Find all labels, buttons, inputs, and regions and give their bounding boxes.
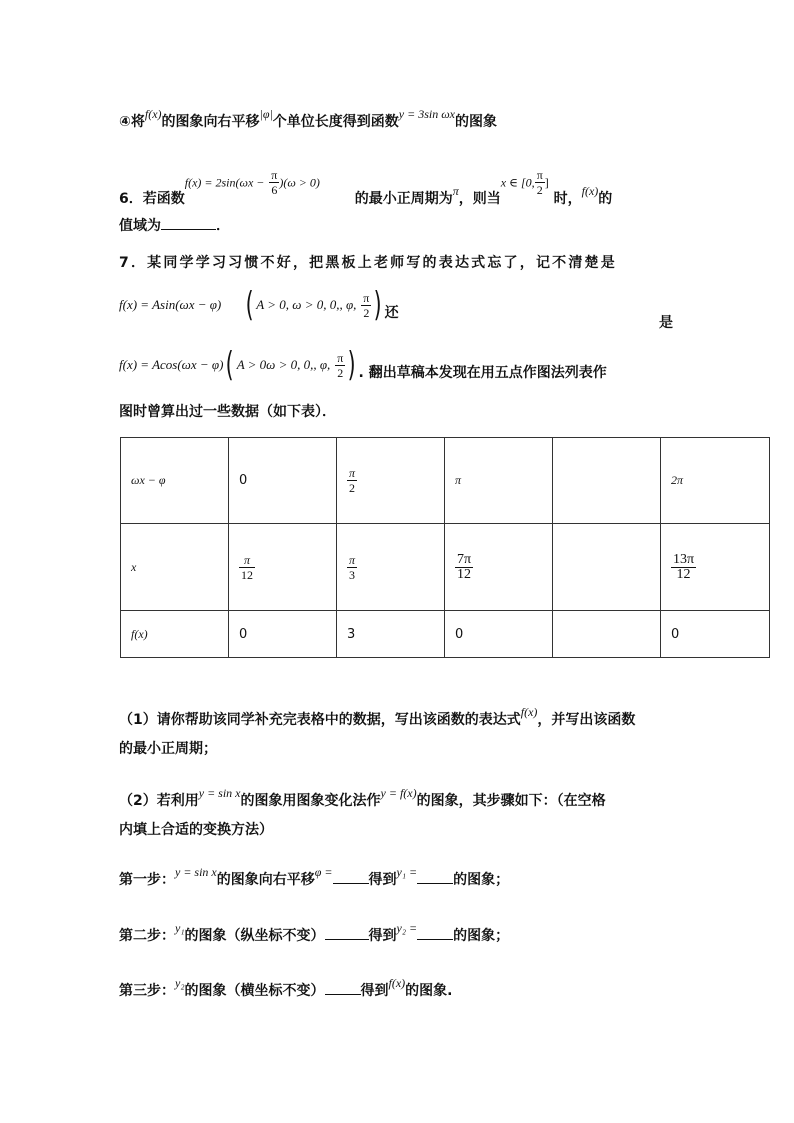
- q7-cond1-fraction: $\frac{\pi}{2}$: [363, 290, 370, 320]
- table-cell: 3: [337, 611, 445, 658]
- table-cell: 2π: [661, 438, 770, 524]
- q6-text3: 时，: [553, 190, 582, 207]
- q7-paren-right-1: ): [373, 285, 382, 325]
- part2-text2: 的图象用图象变化法作: [240, 793, 381, 809]
- part2-text3: 的图象，其步骤如下：（在空格: [416, 793, 606, 809]
- part1-line2-text: 的最小正周期；: [119, 741, 217, 757]
- q7-intro-text: 7．某同学学习习惯不好，把黑板上老师写的表达式忘了，记不清楚是: [119, 255, 617, 271]
- q7-cond2-fraction: $\frac{\pi}{2}$: [337, 350, 344, 380]
- step1-phi-blank[interactable]: [333, 869, 369, 884]
- step2-y2: y₂ =: [396, 921, 418, 935]
- part2-ysin: y = sin x: [198, 786, 241, 800]
- q7-intro: [119, 253, 617, 273]
- step3-y2: y₂: [175, 976, 185, 990]
- table-head-x: x: [121, 524, 229, 611]
- q4-fx: f(x): [144, 107, 162, 121]
- q7-paren-left-2: (: [226, 345, 235, 385]
- step1-ysin: y = sin x: [175, 865, 217, 879]
- five-point-table: [120, 437, 770, 658]
- q6-line2-text: 值域为: [119, 218, 161, 234]
- q7-mid-left: 还: [384, 305, 399, 321]
- part2-line1: [119, 786, 606, 811]
- q4-text2: 个单位长度得到函数: [272, 114, 399, 130]
- q4-label: ④将: [119, 114, 145, 130]
- q7-last-line: [119, 402, 336, 422]
- q6-text4: 的: [598, 190, 613, 207]
- step1-line: [119, 865, 510, 890]
- q6-cond: x ∈ [0,: [500, 175, 535, 190]
- q4-line: [119, 107, 497, 132]
- step1-y1: y₁ =: [396, 865, 418, 879]
- q6-func-fraction: $\frac{\pi}{6}$: [271, 168, 278, 197]
- q4-text1: 的图象向右平移: [161, 114, 260, 130]
- q6-text1: 的最小正周期为: [354, 190, 453, 207]
- table-cell-blank[interactable]: [553, 611, 661, 658]
- q6-func-tail: )(ω > 0): [279, 175, 320, 190]
- step1-phi: φ =: [314, 865, 333, 879]
- part2-line2: [119, 820, 273, 840]
- part1-text2: ，并写出该函数: [537, 712, 636, 728]
- part2-line2-text: 内填上合适的变换方法）: [119, 822, 273, 838]
- q6-line2-end: ．: [216, 218, 230, 234]
- part2-text1: （2）若利用: [119, 793, 199, 809]
- step3-text1: 的图象（横坐标不变）: [184, 983, 325, 999]
- table-cell: $\frac{\pi}{2}$: [337, 438, 445, 524]
- q7-expr2-line: [119, 345, 607, 385]
- step3-fx: f(x): [388, 976, 406, 990]
- part1-line2: [119, 739, 217, 759]
- q6-answer-blank[interactable]: [161, 215, 216, 230]
- table-cell: $\frac{13\pi}{12}$: [661, 524, 770, 611]
- q4-func: y = 3sin ωx: [398, 107, 455, 121]
- q7-last-text: 图时曾算出过一些数据（如下表）．: [119, 404, 336, 420]
- q4-phi-abs: |φ|: [259, 107, 273, 121]
- part1-fx: f(x): [520, 705, 538, 719]
- table-row: [121, 524, 770, 611]
- table-cell: 0: [445, 611, 553, 658]
- table-cell: 0: [229, 438, 337, 524]
- table-cell: $\frac{\pi}{3}$: [337, 524, 445, 611]
- q6-func: f(x) = 2sin(ωx −: [184, 175, 265, 190]
- q6-text2: ，则当: [458, 190, 501, 207]
- step2-line: [119, 921, 510, 946]
- table-row: [121, 438, 770, 524]
- step2-label: 第二步：: [119, 928, 175, 944]
- step1-text2: 得到: [368, 872, 397, 888]
- part1-text1: （1）请你帮助该同学补充完表格中的数据，写出该函数的表达式: [119, 712, 521, 728]
- step2-text1: 的图象（纵坐标不变）: [184, 928, 325, 944]
- table-head-phase: ωx − φ: [121, 438, 229, 524]
- q7-expr1: f(x) = Asin(ωx − φ): [119, 297, 222, 312]
- q7-mid-right: 是: [659, 315, 673, 331]
- q6-label: 6．若函数: [119, 190, 185, 207]
- table-cell: 0: [661, 611, 770, 658]
- table-cell-blank[interactable]: [553, 524, 661, 611]
- q7-cond2: A > 0ω > 0, 0,, φ,: [236, 357, 331, 372]
- step3-text2: 得到: [360, 983, 389, 999]
- step1-text3: 的图象；: [453, 872, 510, 888]
- step1-y1-blank[interactable]: [417, 869, 453, 884]
- step2-y1: y₁: [175, 921, 185, 935]
- q7-cond1: A > 0, ω > 0, 0,, φ,: [256, 297, 357, 312]
- table-cell: π: [445, 438, 553, 524]
- step3-line: [119, 976, 453, 1001]
- q6-line2: [119, 215, 230, 236]
- step2-y2-blank[interactable]: [417, 925, 453, 940]
- step1-text1: 的图象向右平移: [216, 872, 315, 888]
- q4-text3: 的图象: [455, 114, 497, 130]
- table-cell-blank[interactable]: [553, 438, 661, 524]
- table-cell: $\frac{7\pi}{12}$: [445, 524, 553, 611]
- step2-text3: 的图象；: [453, 928, 510, 944]
- q6-pi: π: [452, 183, 459, 198]
- step2-method-blank[interactable]: [325, 925, 369, 940]
- part2-yfx: y = f(x): [380, 786, 417, 800]
- table-head-fx: f(x): [121, 611, 229, 658]
- q6-cond-tail: ]: [544, 175, 549, 190]
- q7-tail: . 翻出草稿本发现在用五点作图法列表作: [358, 365, 607, 381]
- step2-text2: 得到: [368, 928, 397, 944]
- q6-cond-fraction: $\frac{\pi}{2}$: [536, 168, 543, 197]
- q7-expr2: f(x) = Acos(ωx − φ): [119, 357, 224, 372]
- q7-paren-right-2: ): [347, 345, 356, 385]
- step3-text3: 的图象.: [405, 983, 453, 999]
- table-row: [121, 611, 770, 658]
- table-cell: $\frac{\pi}{12}$: [229, 524, 337, 611]
- step1-label: 第一步：: [119, 872, 175, 888]
- q7-expr1-line: [119, 285, 674, 331]
- step3-label: 第三步：: [119, 983, 175, 999]
- q6-line1: [119, 168, 613, 207]
- step3-method-blank[interactable]: [325, 980, 361, 995]
- q6-fx: f(x): [581, 183, 599, 198]
- table-cell: 0: [229, 611, 337, 658]
- q7-paren-left-1: (: [245, 285, 254, 325]
- part1-line1: [119, 705, 636, 730]
